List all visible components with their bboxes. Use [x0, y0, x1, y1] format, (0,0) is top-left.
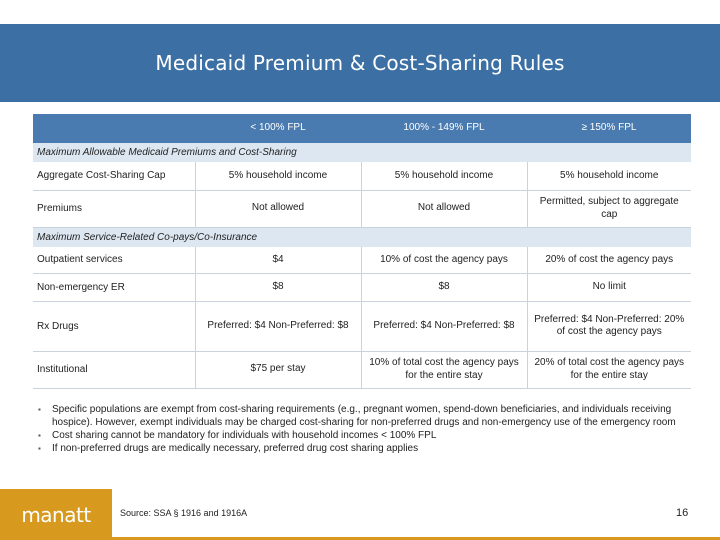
table-cell: Preferred: $4 Non-Preferred: $8: [195, 301, 361, 351]
table-cell: $8: [361, 273, 527, 301]
section-heading-row: [33, 227, 691, 247]
column-header-150-plus: ≥ 150% FPL: [527, 114, 691, 142]
table-cell: 5% household income: [361, 162, 527, 190]
row-label: Rx Drugs: [33, 301, 195, 351]
logo-text: manatt: [21, 502, 91, 527]
square-bullet-icon: ▪: [38, 431, 41, 440]
table-cell: 10% of total cost the agency pays for the entire stay: [361, 351, 527, 388]
table-cell: Preferred: $4 Non-Preferred: $8: [361, 301, 527, 351]
table-cell: Not allowed: [361, 190, 527, 227]
table-cell: $75 per stay: [195, 351, 361, 388]
column-header-100-149: 100% - 149% FPL: [361, 114, 527, 142]
column-header-blank: [33, 114, 195, 142]
table-cell: Preferred: $4 Non-Preferred: 20% of cost the agency pays: [527, 301, 691, 351]
section-heading: Maximum Allowable Medicaid Premiums and Cost-Sharing: [33, 142, 691, 162]
table-header-row: [33, 114, 691, 142]
cost-sharing-table: [33, 114, 691, 389]
table-cell: Not allowed: [195, 190, 361, 227]
page-title: Medicaid Premium & Cost-Sharing Rules: [155, 51, 565, 75]
table-cell: No limit: [527, 273, 691, 301]
table-cell: Permitted, subject to aggregate cap: [527, 190, 691, 227]
table-row: [33, 301, 691, 351]
row-label: Outpatient services: [33, 247, 195, 273]
title-bar: [0, 24, 720, 102]
table-cell: $8: [195, 273, 361, 301]
table-cell: 20% of total cost the agency pays for the entire stay: [527, 351, 691, 388]
table-row: [33, 162, 691, 190]
table-cell: 5% household income: [527, 162, 691, 190]
table-row: [33, 273, 691, 301]
notes-list: [38, 403, 678, 455]
table-row: [33, 351, 691, 388]
table-cell: 20% of cost the agency pays: [527, 247, 691, 273]
table-cell: 10% of cost the agency pays: [361, 247, 527, 273]
note-text: Cost sharing cannot be mandatory for individuals with household incomes < 100% FPL: [52, 430, 437, 441]
row-label: Non-emergency ER: [33, 273, 195, 301]
section-heading: Maximum Service-Related Co-pays/Co-Insurance: [33, 227, 691, 247]
table-row: [33, 247, 691, 273]
list-item: [38, 429, 678, 442]
table-row: [33, 190, 691, 227]
list-item: [38, 442, 678, 455]
section-heading-row: [33, 142, 691, 162]
list-item: [38, 403, 678, 429]
column-header-below-100: < 100% FPL: [195, 114, 361, 142]
note-text: Specific populations are exempt from cost-sharing requirements (e.g., pregnant women, spend-down beneficiaries, and individuals receiving hospice). However, exempt individuals may be charged cost-sharing for non-preferred drugs and non-emergency use of the emergency room: [52, 404, 676, 428]
manatt-logo: [0, 489, 112, 540]
table-cell: 5% household income: [195, 162, 361, 190]
page-number: 16: [676, 507, 689, 519]
square-bullet-icon: ▪: [38, 444, 41, 453]
note-text: If non-preferred drugs are medically necessary, preferred drug cost sharing applies: [52, 443, 419, 454]
row-label: Institutional: [33, 351, 195, 388]
square-bullet-icon: ▪: [38, 405, 41, 414]
table-cell: $4: [195, 247, 361, 273]
row-label: Aggregate Cost-Sharing Cap: [33, 162, 195, 190]
row-label: Premiums: [33, 190, 195, 227]
source-citation: Source: SSA § 1916 and 1916A: [120, 508, 248, 518]
